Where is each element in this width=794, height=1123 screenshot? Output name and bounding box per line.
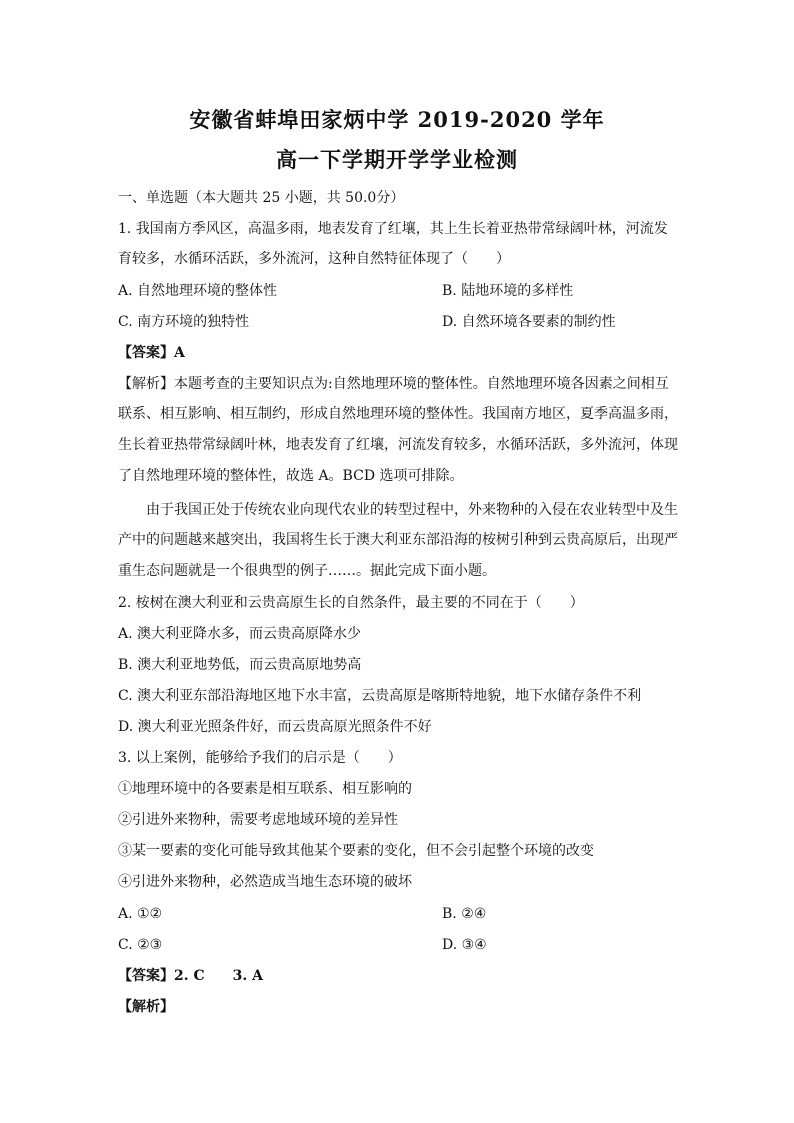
passage-line3: 重生态问题就是一个很典型的例子……。据此完成下面小题。 [118, 563, 496, 579]
q1-analysis-line1: 【解析】本题考查的主要知识点为:自然地理环境的整体性。自然地理环境各因素之间相互 [118, 376, 669, 392]
q3-statement-2: ②引进外来物种，需要考虑地域环境的差异性 [118, 812, 398, 828]
q3-stem: 3. 以上案例，能够给予我们的启示是（ ） [118, 750, 402, 766]
q2-option-a: A. 澳大利亚降水多，而云贵高原降水少 [118, 626, 362, 642]
passage-line1: 由于我国正处于传统农业向现代农业的转型过程中，外来物种的入侵在农业转型中及生 [146, 502, 678, 518]
q1-option-a: A. 自然地理环境的整体性 [118, 283, 278, 299]
q1-analysis-line2: 联系、相互影响、相互制约，形成自然地理环境的整体性。我国南方地区，夏季高温多雨， [118, 406, 678, 422]
section-heading: 一、单选题（本大题共 25 小题，共 50.0分） [118, 190, 405, 206]
q2-option-b: B. 澳大利亚地势低，而云贵高原地势高 [118, 657, 362, 673]
q1-stem-line1: 1. 我国南方季风区，高温多雨，地表发育了红壤，其上生长着亚热带常绿阔叶林，河流发 [118, 221, 668, 237]
q2-q3-analysis: 【解析】 [118, 999, 174, 1015]
q1-option-c: C. 南方环境的独特性 [118, 314, 250, 330]
q2-option-d: D. 澳大利亚光照条件好，而云贵高原光照条件不好 [118, 719, 432, 735]
page-subtitle: 高一下学期开学学业检测 [276, 147, 518, 172]
q3-option-a: A. ①② [118, 906, 163, 922]
q3-option-b: B. ②④ [442, 906, 487, 922]
q2-q3-answer: 【答案】2. C 3. A [118, 968, 263, 984]
passage-line2: 产中的问题越来越突出，我国将生长于澳大利亚东部沿海的桉树引种到云贵高原后，出现严 [118, 532, 678, 548]
q3-statement-3: ③某一要素的变化可能导致其他某个要素的变化，但不会引起整个环境的改变 [118, 843, 594, 859]
q2-stem: 2. 桉树在澳大利亚和云贵高原生长的自然条件，最主要的不同在于（ ） [118, 595, 584, 611]
q1-option-b: B. 陆地环境的多样性 [442, 283, 574, 299]
q1-analysis-line3: 生长着亚热带常绿阔叶林，地表发育了红壤，河流发育较多，水循环活跃，多外流河，体现 [118, 437, 678, 453]
q3-option-d: D. ③④ [442, 937, 487, 953]
q3-statement-4: ④引进外来物种，必然造成当地生态环境的破坏 [118, 874, 412, 890]
page-title: 安徽省蚌埠田家炳中学 2019-2020 学年 [189, 107, 605, 132]
q2-option-c: C. 澳大利亚东部沿海地区地下水丰富，云贵高原是喀斯特地貌，地下水储存条件不利 [118, 688, 642, 704]
q1-answer: 【答案】A [118, 345, 185, 361]
q1-analysis-line4: 了自然地理环境的整体性，故选 A。BCD 选项可排除。 [118, 468, 464, 484]
q1-stem-line2: 育较多，水循环活跃，多外流河，这种自然特征体现了（ ） [118, 251, 510, 267]
q3-option-c: C. ②③ [118, 937, 163, 953]
q3-statement-1: ①地理环境中的各要素是相互联系、相互影响的 [118, 781, 412, 797]
q1-option-d: D. 自然环境各要素的制约性 [442, 314, 616, 330]
